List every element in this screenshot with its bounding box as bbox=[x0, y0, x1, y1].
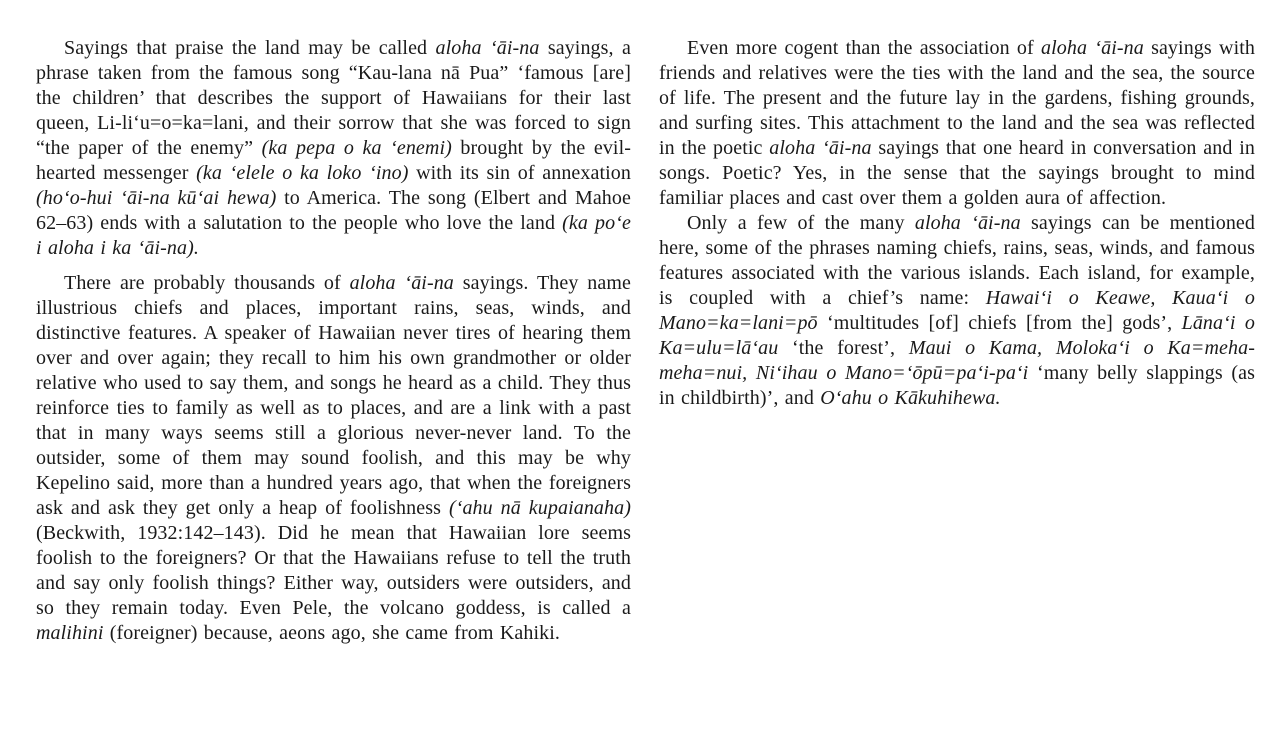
text-run-italic: aloha ʻāi-na bbox=[769, 137, 872, 159]
text-run-italic: (ka pepa o ka ʻenemi) bbox=[261, 137, 452, 159]
text-run: (foreigner) because, aeons ago, she came from Kahiki. bbox=[103, 622, 560, 644]
text-run: to America. The song (Elbert and Mahoe 62–63) ends with a salutation to the people who love the land bbox=[36, 187, 631, 234]
text-run: ‘many belly slappings (as in childbirth)’, and bbox=[659, 362, 1255, 409]
text-run: ‘multitudes [of] chiefs [from the] gods’, bbox=[817, 312, 1182, 334]
text-run: with its sin of annexation bbox=[408, 162, 632, 184]
text-run-italic: (hoʻo-hui ʻāi-na kūʻai hewa) bbox=[36, 187, 277, 209]
text-run: sayings, a phrase taken from the famous song “Kau-lana nā Pua” ‘famous [are] the children’ that describes the support of Hawaiians for their last queen, Li-liʻu=o=ka=lani, and their sorrow that she was forced to sign “the paper of the enemy” bbox=[36, 37, 631, 159]
paragraph-island-chief-names bbox=[659, 211, 1255, 411]
text-run: (Beckwith, 1932:142–143). Did he mean that Hawaiian lore seems foolish to the foreigners? Or that the Hawaiians refuse to tell the truth and say only foolish things? Either way, outsiders were outsiders, and so they remain today. Even Pele, the volcano goddess, is called a bbox=[36, 522, 631, 619]
text-run: There are probably thousands of bbox=[64, 272, 350, 294]
right-column bbox=[659, 36, 1255, 411]
text-run: Only a few of the many bbox=[687, 212, 915, 234]
text-run-italic: (ka ʻelele o ka loko ʻino) bbox=[196, 162, 409, 184]
text-run: sayings with friends and relatives were the ties with the land and the sea, the source of life. The present and the future lay in the gardens, fishing grounds, and surfing sites. This attachment to the land and the sea was reflected in the poetic bbox=[659, 37, 1255, 159]
paragraph-thousands-of-sayings bbox=[36, 271, 631, 646]
text-run: sayings can be mentioned here, some of the phrases naming chiefs, rains, seas, winds, and famous features associated with the various islands. Each island, for example, is coupled with a chief’s name: bbox=[659, 212, 1255, 309]
left-column bbox=[36, 36, 631, 646]
text-run: brought by the evil-hearted messenger bbox=[36, 137, 632, 184]
text-run-italic: aloha ʻāi-na bbox=[914, 212, 1021, 234]
text-run-italic: Oʻahu o Kākuhihewa. bbox=[820, 387, 1001, 409]
text-run: Sayings that praise the land may be called bbox=[64, 37, 436, 59]
text-run-italic: malihini bbox=[36, 622, 104, 644]
text-run: sayings that one heard in conversation and in songs. Poetic? Yes, in the sense that the sayings brought to mind familiar places and cast over them a golden aura of affection. bbox=[659, 137, 1255, 209]
text-run-italic: Maui o Kama, Molokaʻi o Ka=meha-meha=nui, Niʻihau o Mano=ʻōpū=paʻi-paʻi bbox=[659, 337, 1255, 384]
text-run-italic: (ʻahu nā kupaianaha) bbox=[448, 497, 631, 519]
text-run-italic: aloha ʻāi-na bbox=[1041, 37, 1144, 59]
paragraph-aloha-aina-intro bbox=[36, 36, 631, 261]
paragraph-ties-with-land-and-sea bbox=[659, 36, 1255, 211]
text-run: sayings. They name illustrious chiefs and places, important rains, seas, winds, and distinctive features. A speaker of Hawaiian never tires of hearing them over and over again; they recall to him his own grandmother or older relative who used to say them, and songs he heard as a child. They thus reinforce ties to family as well as to places, and are a link with a past that in many ways seems still a glorious never-never land. To the outsider, some of them may sound foolish, and this may be why Kepelino said, more than a hundred years ago, that when the foreigners ask and ask they get only a heap of foolishness bbox=[36, 272, 632, 519]
text-run-italic: (ka poʻe i aloha i ka ʻāi-na). bbox=[36, 212, 631, 259]
text-run-italic: Lānaʻi o Ka=ulu=lāʻau bbox=[659, 312, 1255, 359]
text-run: ‘the forest’, bbox=[778, 337, 909, 359]
text-run-italic: aloha ʻāi-na bbox=[349, 272, 454, 294]
text-run-italic: Hawaiʻi o Keawe, Kauaʻi o Mano=ka=lani=pō bbox=[659, 287, 1255, 334]
text-run-italic: aloha ʻāi-na bbox=[435, 37, 540, 59]
text-run: Even more cogent than the association of bbox=[687, 37, 1042, 59]
